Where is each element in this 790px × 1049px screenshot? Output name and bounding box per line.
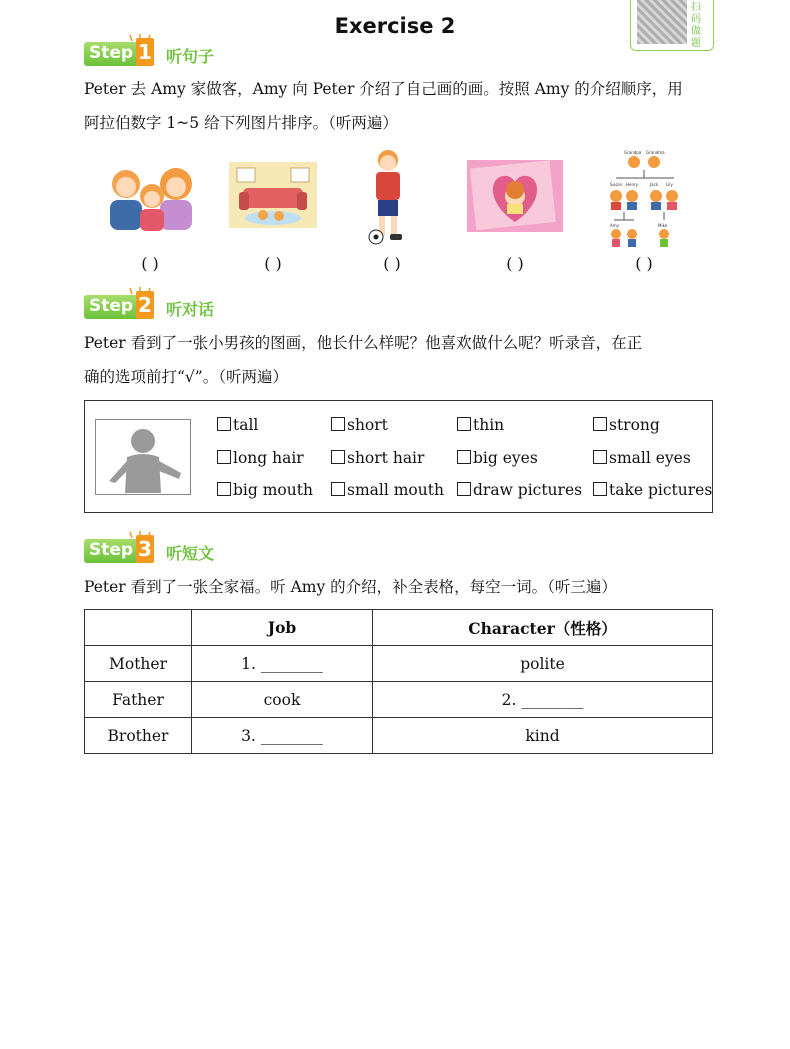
step-3-header (84, 535, 284, 565)
checkbox[interactable] (457, 482, 471, 496)
checkbox[interactable] (331, 450, 345, 464)
option-strong[interactable]: strong (593, 416, 660, 434)
exercise-title: Exercise 2 (334, 14, 456, 38)
table-cell: Brother (85, 718, 192, 754)
table-header-row (85, 610, 713, 646)
step-2-instructions: Peter 看到了一张小男孩的图画，他长什么样呢？他喜欢做什么呢？听录音，在正 确的选项前打“√”。（听两遍） (84, 334, 643, 386)
step-1-instructions: Peter 去 Amy 家做客，Amy 向 Peter 介绍了自己画的画。按照 Amy 的介绍顺序，用 阿拉伯数字 1~5 给下列图片排序。（听两遍） (84, 80, 683, 132)
option-small-mouth[interactable]: small mouth (331, 481, 444, 499)
checkbox[interactable] (593, 450, 607, 464)
checkbox[interactable] (457, 417, 471, 431)
step-heading: 听对话 (166, 300, 215, 319)
option-long-hair[interactable]: long hair (217, 449, 304, 467)
step-badge: Step 2 (84, 295, 154, 319)
qr-code-image (637, 0, 687, 44)
option-short-hair[interactable]: short hair (331, 449, 424, 467)
table-cell: cook (192, 682, 373, 718)
sofa-picture (229, 162, 317, 228)
option-take-pictures[interactable]: take pictures (593, 481, 712, 499)
checkbox[interactable] (593, 482, 607, 496)
svg-text:Grandpa: Grandpa (624, 150, 642, 155)
family-picture (104, 162, 200, 232)
table-row (85, 646, 713, 682)
answer-blank-5[interactable]: ( ) (635, 254, 653, 273)
checkbox[interactable] (331, 482, 345, 496)
checkbox[interactable] (217, 417, 231, 431)
svg-text:Grandma: Grandma (646, 150, 665, 155)
svg-text:Henry: Henry (626, 182, 639, 187)
answer-blank-3[interactable]: ( ) (383, 254, 401, 273)
step-1-header (84, 38, 284, 68)
card-picture (467, 160, 563, 232)
svg-text:Jack: Jack (650, 182, 659, 187)
step-heading: 听句子 (166, 47, 215, 66)
answer-blank-4[interactable]: ( ) (506, 254, 524, 273)
svg-text:Susan: Susan (610, 182, 623, 187)
step-badge: Step 1 (84, 42, 154, 66)
table-header-cell: Job (192, 610, 373, 646)
checkbox[interactable] (217, 450, 231, 464)
svg-text:Lily: Lily (666, 182, 673, 187)
fill-in-blank-1[interactable]: 1. ________ (192, 646, 373, 682)
option-big-eyes[interactable]: big eyes (457, 449, 538, 467)
svg-text:Mike: Mike (658, 223, 668, 228)
option-small-eyes[interactable]: small eyes (593, 449, 691, 467)
option-big-mouth[interactable]: big mouth (217, 481, 313, 499)
step-heading: 听短文 (166, 544, 215, 563)
step-badge: Step 3 (84, 539, 154, 563)
boy-football-picture (366, 148, 410, 246)
boy-silhouette-picture (95, 419, 191, 495)
table-cell: Mother (85, 646, 192, 682)
option-thin[interactable]: thin (457, 416, 504, 434)
step-2-header (84, 291, 284, 321)
table-cell: kind (373, 718, 713, 754)
answer-blank-1[interactable]: ( ) (141, 254, 159, 273)
qr-code[interactable] (630, 0, 714, 51)
family-tree-picture (606, 148, 682, 248)
checkbox[interactable] (593, 417, 607, 431)
family-table (84, 609, 713, 754)
option-short[interactable]: short (331, 416, 388, 434)
checkbox[interactable] (331, 417, 345, 431)
svg-text:Amy: Amy (610, 223, 619, 228)
fill-in-blank-3[interactable]: 3. ________ (192, 718, 373, 754)
checkbox[interactable] (217, 482, 231, 496)
checkbox[interactable] (457, 450, 471, 464)
step-3-instructions: Peter 看到了一张全家福。听 Amy 的介绍，补全表格，每空一词。（听三遍） (84, 578, 617, 596)
option-draw-pictures[interactable]: draw pictures (457, 481, 582, 499)
option-tall[interactable]: tall (217, 416, 258, 434)
table-row (85, 682, 713, 718)
fill-in-blank-2[interactable]: 2. ________ (373, 682, 713, 718)
table-header-cell: Character（性格） (373, 610, 713, 646)
table-header-cell (85, 610, 192, 646)
table-row (85, 718, 713, 754)
table-cell: Father (85, 682, 192, 718)
answer-blank-2[interactable]: ( ) (264, 254, 282, 273)
table-cell: polite (373, 646, 713, 682)
qr-code-label: 扫码做题 (691, 2, 701, 49)
